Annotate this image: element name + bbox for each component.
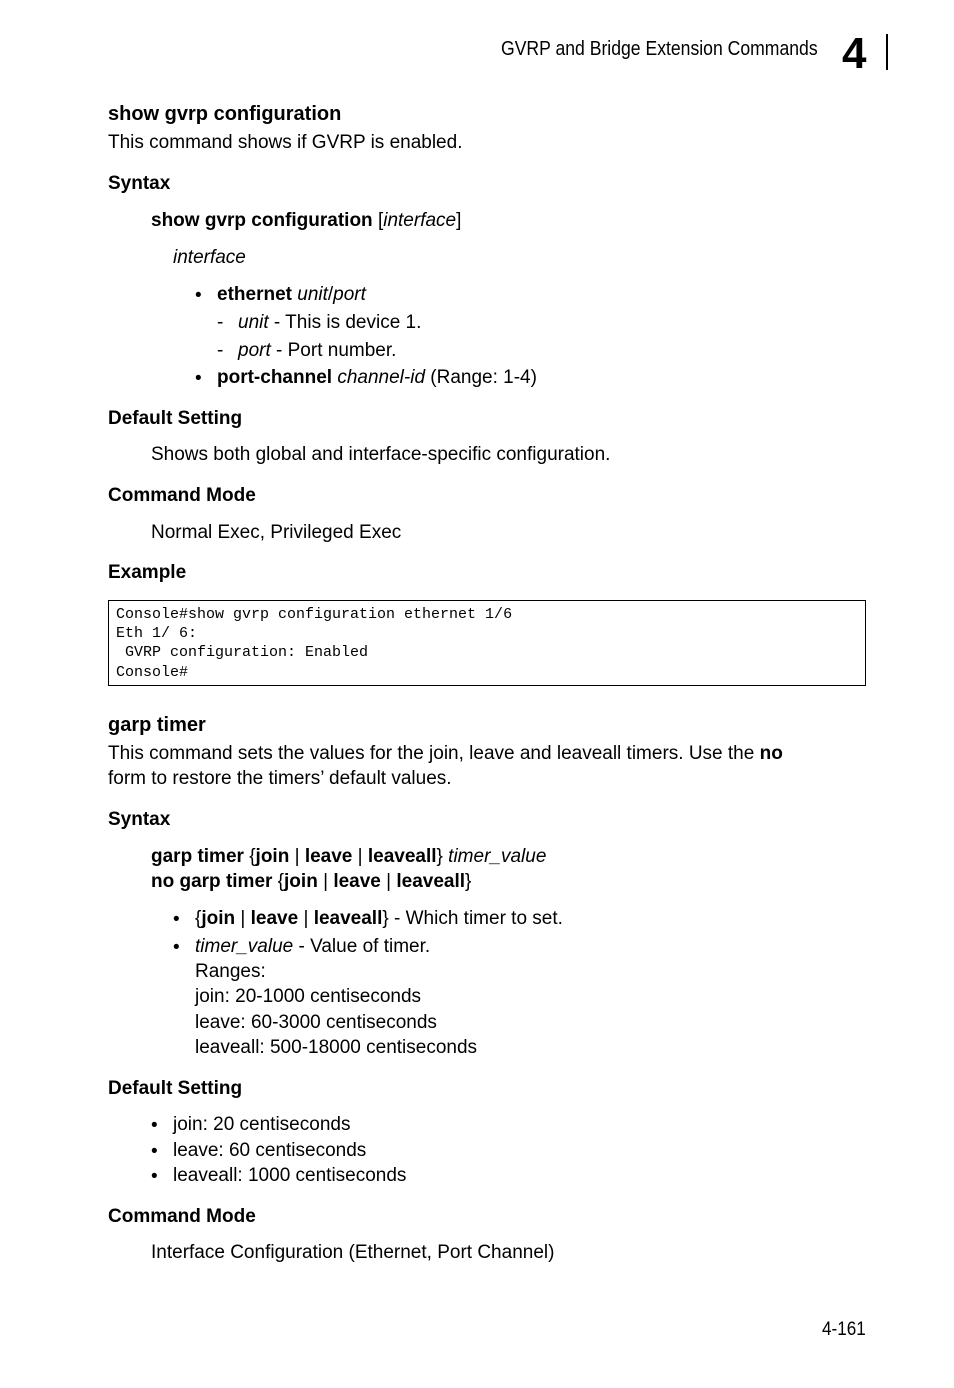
description-text: This command sets the values for the join, leave and leaveall timers. Use the [108, 743, 760, 764]
syntax-command: show gvrp configuration [151, 210, 373, 231]
syntax-param: timer_value [448, 846, 547, 867]
default-setting-heading: Default Setting [108, 408, 243, 429]
item-param: timer_value [195, 936, 294, 957]
bullet-dot: • [173, 937, 180, 958]
syntax-heading: Syntax [108, 809, 171, 830]
command-mode-text: Normal Exec, Privileged Exec [151, 522, 402, 543]
chapter-divider [886, 34, 888, 70]
bullet-dot: • [195, 368, 202, 389]
syntax-brace: { [272, 871, 285, 892]
default-item: join: 20 centiseconds [173, 1114, 351, 1135]
list-item [195, 908, 563, 930]
item-text: - Value of timer. [293, 936, 431, 957]
section-description-line1 [108, 743, 783, 765]
sub-item-text: - Port number. [270, 340, 397, 361]
section-title-garp-timer: garp timer [108, 714, 206, 736]
item-param: port [333, 284, 366, 305]
syntax-heading: Syntax [108, 173, 171, 194]
code-line: GVRP configuration: Enabled [116, 644, 369, 661]
sub-item-dash: - [217, 340, 224, 361]
sub-item-param: unit [238, 312, 269, 333]
section-description: This command shows if GVRP is enabled. [108, 132, 463, 153]
syntax-command: garp timer [151, 846, 244, 867]
syntax-param: interface [383, 210, 457, 231]
list-item [217, 367, 537, 389]
chapter-number: 4 [842, 29, 867, 78]
command-mode-heading: Command Mode [108, 485, 256, 506]
syntax-line [151, 846, 546, 868]
sub-list-item [238, 340, 396, 362]
syntax-brace: } [436, 846, 449, 867]
bullet-dot: • [173, 909, 180, 930]
command-mode-heading: Command Mode [108, 1206, 256, 1227]
default-setting-heading: Default Setting [108, 1078, 243, 1099]
sub-item-dash: - [217, 312, 224, 333]
bullet-dot: • [151, 1115, 158, 1136]
syntax-bracket-open: [ [372, 210, 384, 231]
list-item [195, 936, 430, 958]
code-line: Eth 1/ 6: [116, 625, 198, 642]
sub-list-item [238, 312, 421, 334]
syntax-keyword: leave [333, 871, 381, 892]
item-keyword: ethernet [217, 284, 292, 305]
syntax-keyword: leaveall [313, 908, 383, 929]
page-number: 4-161 [822, 1319, 866, 1340]
syntax-pipe: | [235, 908, 251, 929]
syntax-pipe: | [298, 908, 314, 929]
default-item: leave: 60 centiseconds [173, 1140, 367, 1161]
syntax-bracket-close: ] [456, 210, 462, 231]
syntax-line [151, 871, 471, 893]
syntax-keyword: join [255, 846, 290, 867]
default-setting-text: Shows both global and interface-specific configuration. [151, 444, 611, 465]
section-description-line2: form to restore the timers’ default values. [108, 768, 452, 789]
syntax-keyword: join [284, 871, 318, 892]
syntax-brace: } [382, 908, 389, 929]
ranges-line: leave: 60-3000 centiseconds [195, 1012, 437, 1033]
command-mode-text: Interface Configuration (Ethernet, Port Channel) [151, 1242, 555, 1263]
example-heading: Example [108, 562, 187, 583]
syntax-brace: { [243, 846, 256, 867]
ranges-line: leaveall: 500-18000 centiseconds [195, 1037, 478, 1058]
code-line: Console#show gvrp configuration ethernet 1/6 [116, 606, 513, 623]
code-line: Console# [116, 664, 189, 681]
syntax-pipe: | [380, 871, 397, 892]
item-keyword: port-channel [217, 367, 333, 388]
syntax-keyword: join [201, 908, 236, 929]
default-item: leaveall: 1000 centiseconds [173, 1165, 407, 1186]
running-header: GVRP and Bridge Extension Commands [501, 38, 818, 60]
item-text: - Which timer to set. [388, 908, 563, 929]
syntax-line [151, 210, 461, 232]
syntax-brace: } [465, 871, 472, 892]
syntax-command: no garp timer [151, 871, 273, 892]
description-keyword: no [759, 743, 783, 764]
syntax-keyword: leave [304, 846, 353, 867]
item-text: (Range: 1-4) [425, 367, 537, 388]
item-separator: / [327, 284, 334, 305]
bullet-dot: • [151, 1166, 158, 1187]
param-name: interface [173, 247, 246, 268]
syntax-keyword: leaveall [396, 871, 466, 892]
syntax-brace: { [195, 908, 202, 929]
list-item [217, 284, 366, 306]
syntax-keyword: leave [250, 908, 299, 929]
syntax-pipe: | [317, 871, 334, 892]
section-title-show-gvrp-configuration: show gvrp configuration [108, 103, 342, 125]
ranges-line: join: 20-1000 centiseconds [195, 986, 422, 1007]
ranges-line: Ranges: [195, 961, 266, 982]
syntax-pipe: | [352, 846, 368, 867]
syntax-pipe: | [289, 846, 305, 867]
sub-item-param: port [238, 340, 271, 361]
syntax-keyword: leaveall [367, 846, 437, 867]
example-code-box [108, 600, 866, 686]
bullet-dot: • [151, 1141, 158, 1162]
sub-item-text: - This is device 1. [268, 312, 422, 333]
item-param: unit [297, 284, 328, 305]
item-param: channel-id [337, 367, 426, 388]
bullet-dot: • [195, 285, 202, 306]
